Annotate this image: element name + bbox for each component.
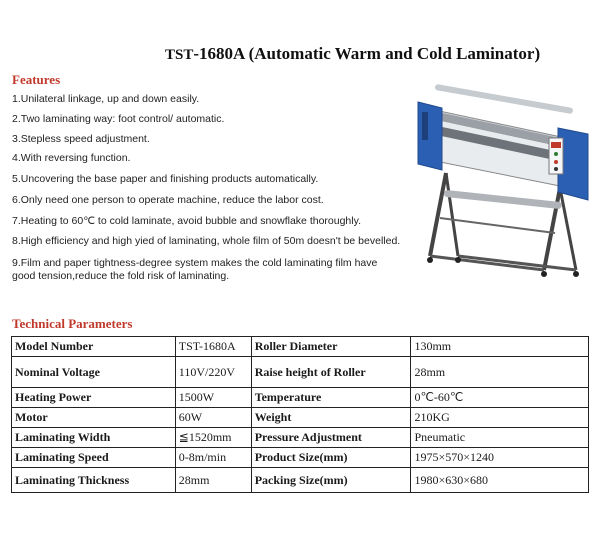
param-value: 130mm — [411, 337, 589, 357]
feature-item: 8.High efficiency and high yied of laminating, whole film of 50m doesn't be bevelled. — [12, 235, 401, 247]
param-value: 110V/220V — [175, 357, 251, 388]
param-value: ≦1520mm — [175, 428, 251, 448]
feature-item: 9.Film and paper tightness-degree system makes the cold laminating film have good tension,reduce the fold risk of laminating. — [12, 257, 378, 282]
param-label: Pressure Adjustment — [251, 428, 411, 448]
param-label: Weight — [251, 408, 411, 428]
feature-item: 3.Stepless speed adjustment. — [12, 133, 150, 145]
table-row — [12, 468, 589, 493]
page-title — [165, 44, 585, 64]
param-label: Roller Diameter — [251, 337, 411, 357]
feature-item: 6.Only need one person to operate machine, reduce the labor cost. — [12, 194, 324, 206]
feature-item: 5.Uncovering the base paper and finishing products automatically. — [12, 173, 319, 185]
param-label: Packing Size(mm) — [251, 468, 411, 493]
table-row — [12, 428, 589, 448]
params-heading: Technical Parameters — [12, 316, 133, 331]
title-rest: -1680A (Automatic Warm and Cold Laminator) — [193, 44, 541, 63]
param-label: Motor — [12, 408, 176, 428]
param-label: Raise height of Roller — [251, 357, 411, 388]
feature-item: 4.With reversing function. — [12, 152, 131, 164]
parameters-table — [11, 336, 589, 493]
param-value: 28mm — [411, 357, 589, 388]
table-row — [12, 408, 589, 428]
param-label: Product Size(mm) — [251, 448, 411, 468]
features-list — [12, 93, 402, 283]
feature-item: 2.Two laminating way: foot control/ automatic. — [12, 113, 225, 125]
table-row — [12, 337, 589, 357]
feature-item: 7.Heating to 60℃ to cold laminate, avoid bubble and snowflake thoroughly. — [12, 215, 361, 227]
table-row — [12, 357, 589, 388]
table-row — [12, 448, 589, 468]
feature-item: 1.Unilateral linkage, up and down easily. — [12, 93, 200, 105]
param-label: Laminating Width — [12, 428, 176, 448]
param-label: Laminating Thickness — [12, 468, 176, 493]
param-label: Laminating Speed — [12, 448, 176, 468]
param-value: 1500W — [175, 388, 251, 408]
param-value: 1980×630×680 — [411, 468, 589, 493]
title-model: TST — [165, 47, 194, 63]
table-row — [12, 388, 589, 408]
param-value: 210KG — [411, 408, 589, 428]
param-label: Temperature — [251, 388, 411, 408]
param-value: 1975×570×1240 — [411, 448, 589, 468]
param-value: 60W — [175, 408, 251, 428]
param-label: Nominal Voltage — [12, 357, 176, 388]
param-value: 0-8m/min — [175, 448, 251, 468]
param-value: Pneumatic — [411, 428, 589, 448]
param-value: TST-1680A — [175, 337, 251, 357]
param-label: Heating Power — [12, 388, 176, 408]
laminator-machine-image — [410, 78, 595, 278]
param-label: Model Number — [12, 337, 176, 357]
param-value: 28mm — [175, 468, 251, 493]
param-value: 0℃-60℃ — [411, 388, 589, 408]
features-heading: Features — [12, 72, 61, 87]
